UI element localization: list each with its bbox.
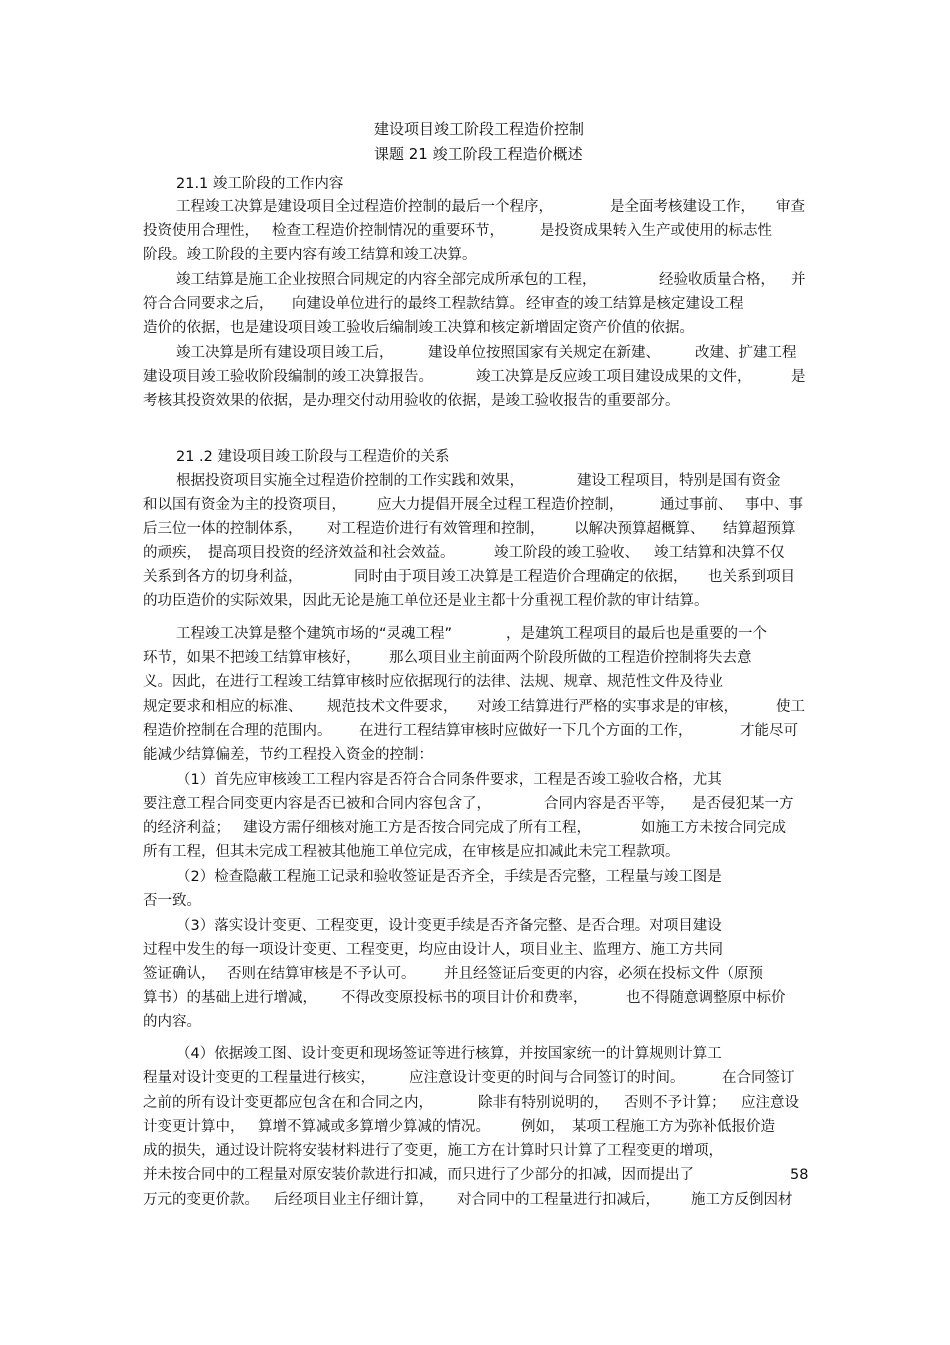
- text-line: [0, 1066, 950, 1090]
- text-segment: 后经项目业主仔细计算，: [274, 1192, 434, 1208]
- text-segment: 的内容。: [143, 1014, 201, 1030]
- text-segment: 不得改变原投标书的项目计价和费率，: [341, 990, 588, 1006]
- text-line: [0, 589, 950, 613]
- text-line: [0, 816, 950, 840]
- text-line: [0, 341, 950, 365]
- text-segment: 否则在结算审核是不予认可。: [227, 966, 416, 982]
- text-segment: 万元的变更价款。: [143, 1192, 259, 1208]
- subtitle-text: 课题 21 竣工阶段工程造价概述: [374, 145, 583, 163]
- text-line: [0, 914, 950, 938]
- text-segment: 经验收质量合格，: [659, 272, 775, 288]
- text-line: [0, 840, 950, 864]
- text-segment: 结算超预算: [723, 521, 796, 537]
- text-segment: 合同内容是否平等，: [544, 796, 675, 812]
- text-segment: （4）依据竣工图、设计变更和现场签证等进行核算，并按国家统一的计算规则计算工: [176, 1046, 722, 1062]
- text-line: [0, 172, 950, 196]
- text-segment: 应注意设: [741, 1095, 799, 1111]
- text-segment: 21.1 竣工阶段的工作内容: [176, 176, 344, 192]
- text-segment: 是投资成果转入生产或使用的标志性: [540, 223, 772, 239]
- text-line: [0, 565, 950, 589]
- text-segment: 在合同签订: [722, 1070, 795, 1086]
- document-subtitle: [0, 142, 950, 166]
- text-segment: 是: [791, 369, 806, 385]
- text-line: [0, 1115, 950, 1139]
- text-segment: 特别是国有资金: [679, 473, 781, 489]
- text-segment: 21 .2 建设项目竣工阶段与工程造价的关系: [176, 449, 450, 465]
- text-segment: 竣工决算是所有建设项目竣工后，: [176, 345, 394, 361]
- text-segment: 也关系到项目: [708, 569, 795, 585]
- text-line: [0, 1188, 950, 1212]
- text-line: [0, 646, 950, 670]
- text-line: [0, 938, 950, 962]
- text-segment: 并且经签证后变更的内容，必须在投标文件（原预: [444, 966, 763, 982]
- text-segment: 签证确认，: [143, 966, 216, 982]
- text-segment: 的经济利益；: [143, 820, 230, 836]
- text-segment: 过程中发生的每一项设计变更、工程变更，均应由设计人，项目业主、监理方、施工方共同: [143, 942, 723, 958]
- text-segment: 应大力提倡开展全过程工程造价控制，: [377, 497, 624, 513]
- text-segment: 经审查的竣工结算是核定建设工程: [526, 296, 744, 312]
- text-line: [0, 541, 950, 565]
- text-segment: 例如，: [521, 1119, 565, 1135]
- text-line: [0, 1091, 950, 1115]
- text-segment: 在进行工程结算审核时应做好一下几个方面的工作，: [359, 723, 693, 739]
- text-line: [0, 719, 950, 743]
- text-segment: 程量对设计变更的工程量进行核实，: [143, 1070, 375, 1086]
- text-segment: 造价的依据，也是建设项目竣工验收后编制竣工决算和核定新增固定资产价值的依据。: [143, 320, 694, 336]
- text-segment: 那么项目业主前面两个阶段所做的工程造价控制将失去意: [389, 650, 752, 666]
- text-segment: 工程竣工决算是整个建筑市场的“灵魂工程”: [176, 626, 453, 642]
- text-line: [0, 1163, 950, 1187]
- title-text: 建设项目竣工阶段工程造价控制: [374, 120, 585, 138]
- text-segment: 竣工阶段的竣工验收、: [494, 545, 639, 561]
- text-line: [0, 1010, 950, 1034]
- text-segment: 对竣工结算进行严格的实事求是的审核，: [477, 699, 738, 715]
- text-segment: 的功臣造价的实际效果，因此无论是施工单位还是业主都十分重视工程价款的审计结算。: [143, 593, 709, 609]
- text-segment: 应注意设计变更的时间与合同签订的时间。: [409, 1070, 685, 1086]
- text-segment: 工程竣工决算是建设项目全过程造价控制的最后一个程序，: [176, 199, 553, 215]
- text-segment: 也不得随意调整原中标价: [626, 990, 786, 1006]
- text-segment: 算书）的基础上进行增减，: [143, 990, 317, 1006]
- text-segment: 对工程造价进行有效管理和控制，: [327, 521, 545, 537]
- text-segment: 的顽疾，: [143, 545, 201, 561]
- text-segment: 使工: [776, 699, 805, 715]
- text-line: [0, 792, 950, 816]
- text-segment: 建设单位按照国家有关规定在新建、: [428, 345, 660, 361]
- text-segment: 规范技术文件要求，: [327, 699, 458, 715]
- text-segment: 竣工结算和决算不仅: [654, 545, 785, 561]
- text-segment: （2）检查隐蔽工程施工记录和验收签证是否齐全，手续是否完整，工程量与竣工图是: [176, 869, 722, 885]
- text-segment: 某项工程施工方为弥补低报价造: [572, 1119, 775, 1135]
- text-segment: 规定要求和相应的标准、: [143, 699, 303, 715]
- text-line: [0, 768, 950, 792]
- text-segment: 施工方反倒因材: [691, 1192, 793, 1208]
- text-segment: 建设项目竣工验收阶段编制的竣工决算报告。: [143, 369, 433, 385]
- text-line: [0, 292, 950, 316]
- text-segment: 算增不算减或多算增少算减的情况。: [258, 1119, 490, 1135]
- text-segment: 环节，如果不把竣工结算审核好，: [143, 650, 361, 666]
- text-line: [0, 1139, 950, 1163]
- text-segment: 成的损失，通过设计院将安装材料进行了变更，施工方在计算时只计算了工程变更的增项，: [143, 1143, 723, 1159]
- text-segment: 否一致。: [143, 893, 201, 909]
- text-segment: 投资使用合理性，: [143, 223, 259, 239]
- text-line: [0, 622, 950, 646]
- text-line: [0, 316, 950, 340]
- text-segment: 要注意工程合同变更内容是否已被和合同内容包含了，: [143, 796, 491, 812]
- text-segment: 根据投资项目实施全过程造价控制的工作实践和效果，: [176, 473, 524, 489]
- text-line: [0, 268, 950, 292]
- text-segment: 能减少结算偏差，节约工程投入资金的控制：: [143, 747, 433, 763]
- text-segment: 阶段。竣工阶段的主要内容有竣工结算和竣工决算。: [143, 247, 477, 263]
- text-segment: 考核其投资效果的依据，是办理交付动用验收的依据，是竣工验收报告的重要部分。: [143, 393, 680, 409]
- text-segment: 否则不予计算；: [624, 1095, 726, 1111]
- text-line: [0, 1042, 950, 1066]
- text-segment: 以解决预算超概算、: [574, 521, 705, 537]
- text-segment: 义。因此，在进行工程竣工结算审核时应依据现行的法律、法规、规章、规范性文件及待业: [143, 674, 723, 690]
- text-line: [0, 445, 950, 469]
- text-segment: 关系到各方的切身利益，: [143, 569, 303, 585]
- text-segment: 竣工结算是施工企业按照合同规定的内容全部完成所承包的工程，: [176, 272, 597, 288]
- document-title: [0, 117, 950, 141]
- text-segment: 提高项目投资的经济效益和社会效益。: [208, 545, 455, 561]
- text-segment: 竣工决算是反应竣工项目建设成果的文件，: [476, 369, 752, 385]
- text-segment: 检查工程造价控制情况的重要环节，: [272, 223, 504, 239]
- text-segment: 向建设单位进行的最终工程款结算。: [292, 296, 524, 312]
- text-segment: 之前的所有设计变更都应包含在和合同之内，: [143, 1095, 433, 1111]
- text-line: [0, 670, 950, 694]
- text-line: [0, 865, 950, 889]
- text-line: [0, 469, 950, 493]
- text-segment: 是否侵犯某一方: [692, 796, 794, 812]
- text-segment: 事中、事: [745, 497, 803, 513]
- text-segment: 所有工程，但其未完成工程被其他施工单位完成，在审核是应扣减此未完工程款项。: [143, 844, 680, 860]
- text-segment: 程造价控制在合理的范围内。: [143, 723, 332, 739]
- text-line: [0, 743, 950, 767]
- text-segment: 建设工程项目，: [577, 473, 679, 489]
- text-segment: 改建、扩建工程: [695, 345, 797, 361]
- text-segment: 才能尽可: [740, 723, 798, 739]
- text-line: [0, 365, 950, 389]
- text-segment: 后三位一体的控制体系，: [143, 521, 303, 537]
- text-line: [0, 517, 950, 541]
- text-segment: 计变更计算中，: [143, 1119, 245, 1135]
- text-segment: 并未按合同中的工程量对原安装价款进行扣减，而只进行了少部分的扣减，因而提出了: [143, 1167, 694, 1183]
- text-segment: 除非有特别说明的，: [478, 1095, 609, 1111]
- text-line: [0, 243, 950, 267]
- text-segment: 如施工方未按合同完成: [641, 820, 786, 836]
- text-segment: 符合合同要求之后，: [143, 296, 274, 312]
- text-segment: （3）落实设计变更、工程变更，设计变更手续是否齐备完整、是否合理。对项目建设: [176, 918, 722, 934]
- text-segment: 58: [790, 1167, 809, 1183]
- text-segment: ，是建筑工程项目的最后也是重要的一个: [506, 626, 767, 642]
- text-segment: 建设方需仔细核对施工方是否按合同完成了所有工程，: [243, 820, 591, 836]
- text-line: [0, 493, 950, 517]
- text-line: [0, 195, 950, 219]
- text-line: [0, 389, 950, 413]
- text-segment: 是全面考核建设工作，: [610, 199, 755, 215]
- text-segment: 和以国有资金为主的投资项目，: [143, 497, 346, 513]
- text-line: [0, 986, 950, 1010]
- text-segment: 审查: [776, 199, 805, 215]
- text-segment: 并: [791, 272, 806, 288]
- text-line: [0, 219, 950, 243]
- text-segment: （1）首先应审核竣工工程内容是否符合合同条件要求，工程是否竣工验收合格，尤其: [176, 772, 722, 788]
- text-segment: 对合同中的工程量进行扣减后，: [457, 1192, 660, 1208]
- text-segment: 同时由于项目竣工决算是工程造价合理确定的依据，: [354, 569, 688, 585]
- text-line: [0, 695, 950, 719]
- text-line: [0, 962, 950, 986]
- text-line: [0, 889, 950, 913]
- text-segment: 通过事前、: [660, 497, 733, 513]
